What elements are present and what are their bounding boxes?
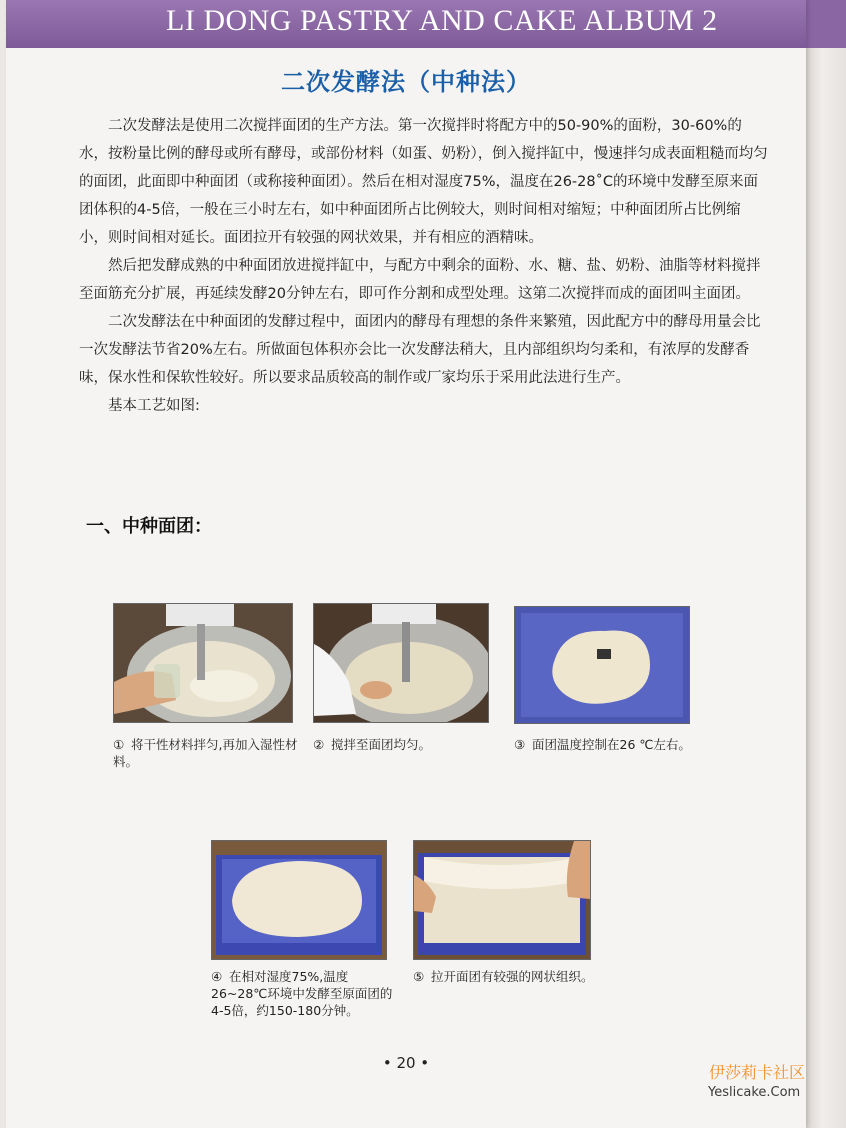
caption-step-3	[514, 736, 714, 753]
step-number: ②	[313, 737, 325, 752]
page-number: • 20 •	[382, 1054, 430, 1072]
step-text: 面团温度控制在26 ℃左右。	[532, 737, 691, 752]
photo-step-2	[313, 603, 489, 723]
album-title: LI DONG PASTRY AND CAKE ALBUM 2	[166, 4, 718, 37]
step-number: ①	[113, 737, 125, 752]
book-page	[6, 0, 806, 1128]
adjacent-page-edge	[806, 0, 846, 1128]
page-headline: 二次发酵法（中种法）	[281, 68, 531, 96]
album-header-band	[6, 0, 806, 48]
photo-step-4	[211, 840, 387, 960]
step-number: ④	[211, 969, 223, 984]
step-text: 将干性材料拌匀,再加入湿性材料。	[113, 737, 298, 769]
body-text	[79, 112, 769, 420]
caption-step-4	[211, 968, 403, 1019]
caption-step-5	[413, 968, 603, 985]
photo-step-5	[413, 840, 591, 960]
paragraph-3: 二次发酵法在中种面团的发酵过程中，面团内的酵母有理想的条件来繁殖，因此配方中的酵母用量会比一次发酵法节省20%左右。所做面包体积亦会比一次发酵法稍大，且内部组织均匀柔和，有浓厚的发酵香味，保水性和保软性较好。所以要求品质较高的制作或厂家均乐于采用此法进行生产。	[79, 314, 761, 386]
photo-step-1	[113, 603, 293, 723]
caption-step-1	[113, 736, 303, 770]
step-number: ③	[514, 737, 526, 752]
paragraph-2: 然后把发酵成熟的中种面团放进搅拌缸中，与配方中剩余的面粉、水、糖、盐、奶粉、油脂等材料搅拌至面筋充分扩展，再延续发酵20分钟左右，即可作分割和成型处理。这第二次搅拌而成的面团叫主面团。	[79, 258, 761, 302]
adjacent-page-header-band	[806, 0, 846, 48]
step-text: 在相对湿度75%,温度26~28℃环境中发酵至原面团的4-5倍，约150-180分钟。	[211, 969, 393, 1018]
section-heading: 一、中种面团：	[86, 516, 212, 537]
watermark-url: Yeslicake.Com	[708, 1085, 801, 1100]
paragraph-1: 二次发酵法是使用二次搅拌面团的生产方法。第一次搅拌时将配方中的50-90%的面粉，30-60%的水，按粉量比例的酵母或所有酵母，或部份材料（如蛋、奶粉），倒入搅拌缸中，慢速拌匀成表面粗糙而均匀的面团，此面即中种面团（或称接种面团）。然后在相对湿度75%，温度在26-28˚C的环境中发酵至原来面团体积的4-5倍，一般在三小时左右，如中种面团所占比例较大，则时间相对缩短；中种面团所占比例缩小，则时间相对延长。面团拉开有较强的网状效果，并有相应的酒精味。	[79, 118, 768, 246]
paragraph-4: 基本工艺如图:	[108, 398, 200, 414]
photo-step-3	[514, 606, 690, 724]
caption-step-2	[313, 736, 503, 753]
step-number: ⑤	[413, 969, 425, 984]
watermark-chinese: 伊莎莉卡社区	[709, 1063, 806, 1082]
step-text: 拉开面团有较强的网状组织。	[431, 969, 594, 984]
step-text: 搅拌至面团均匀。	[331, 737, 432, 752]
